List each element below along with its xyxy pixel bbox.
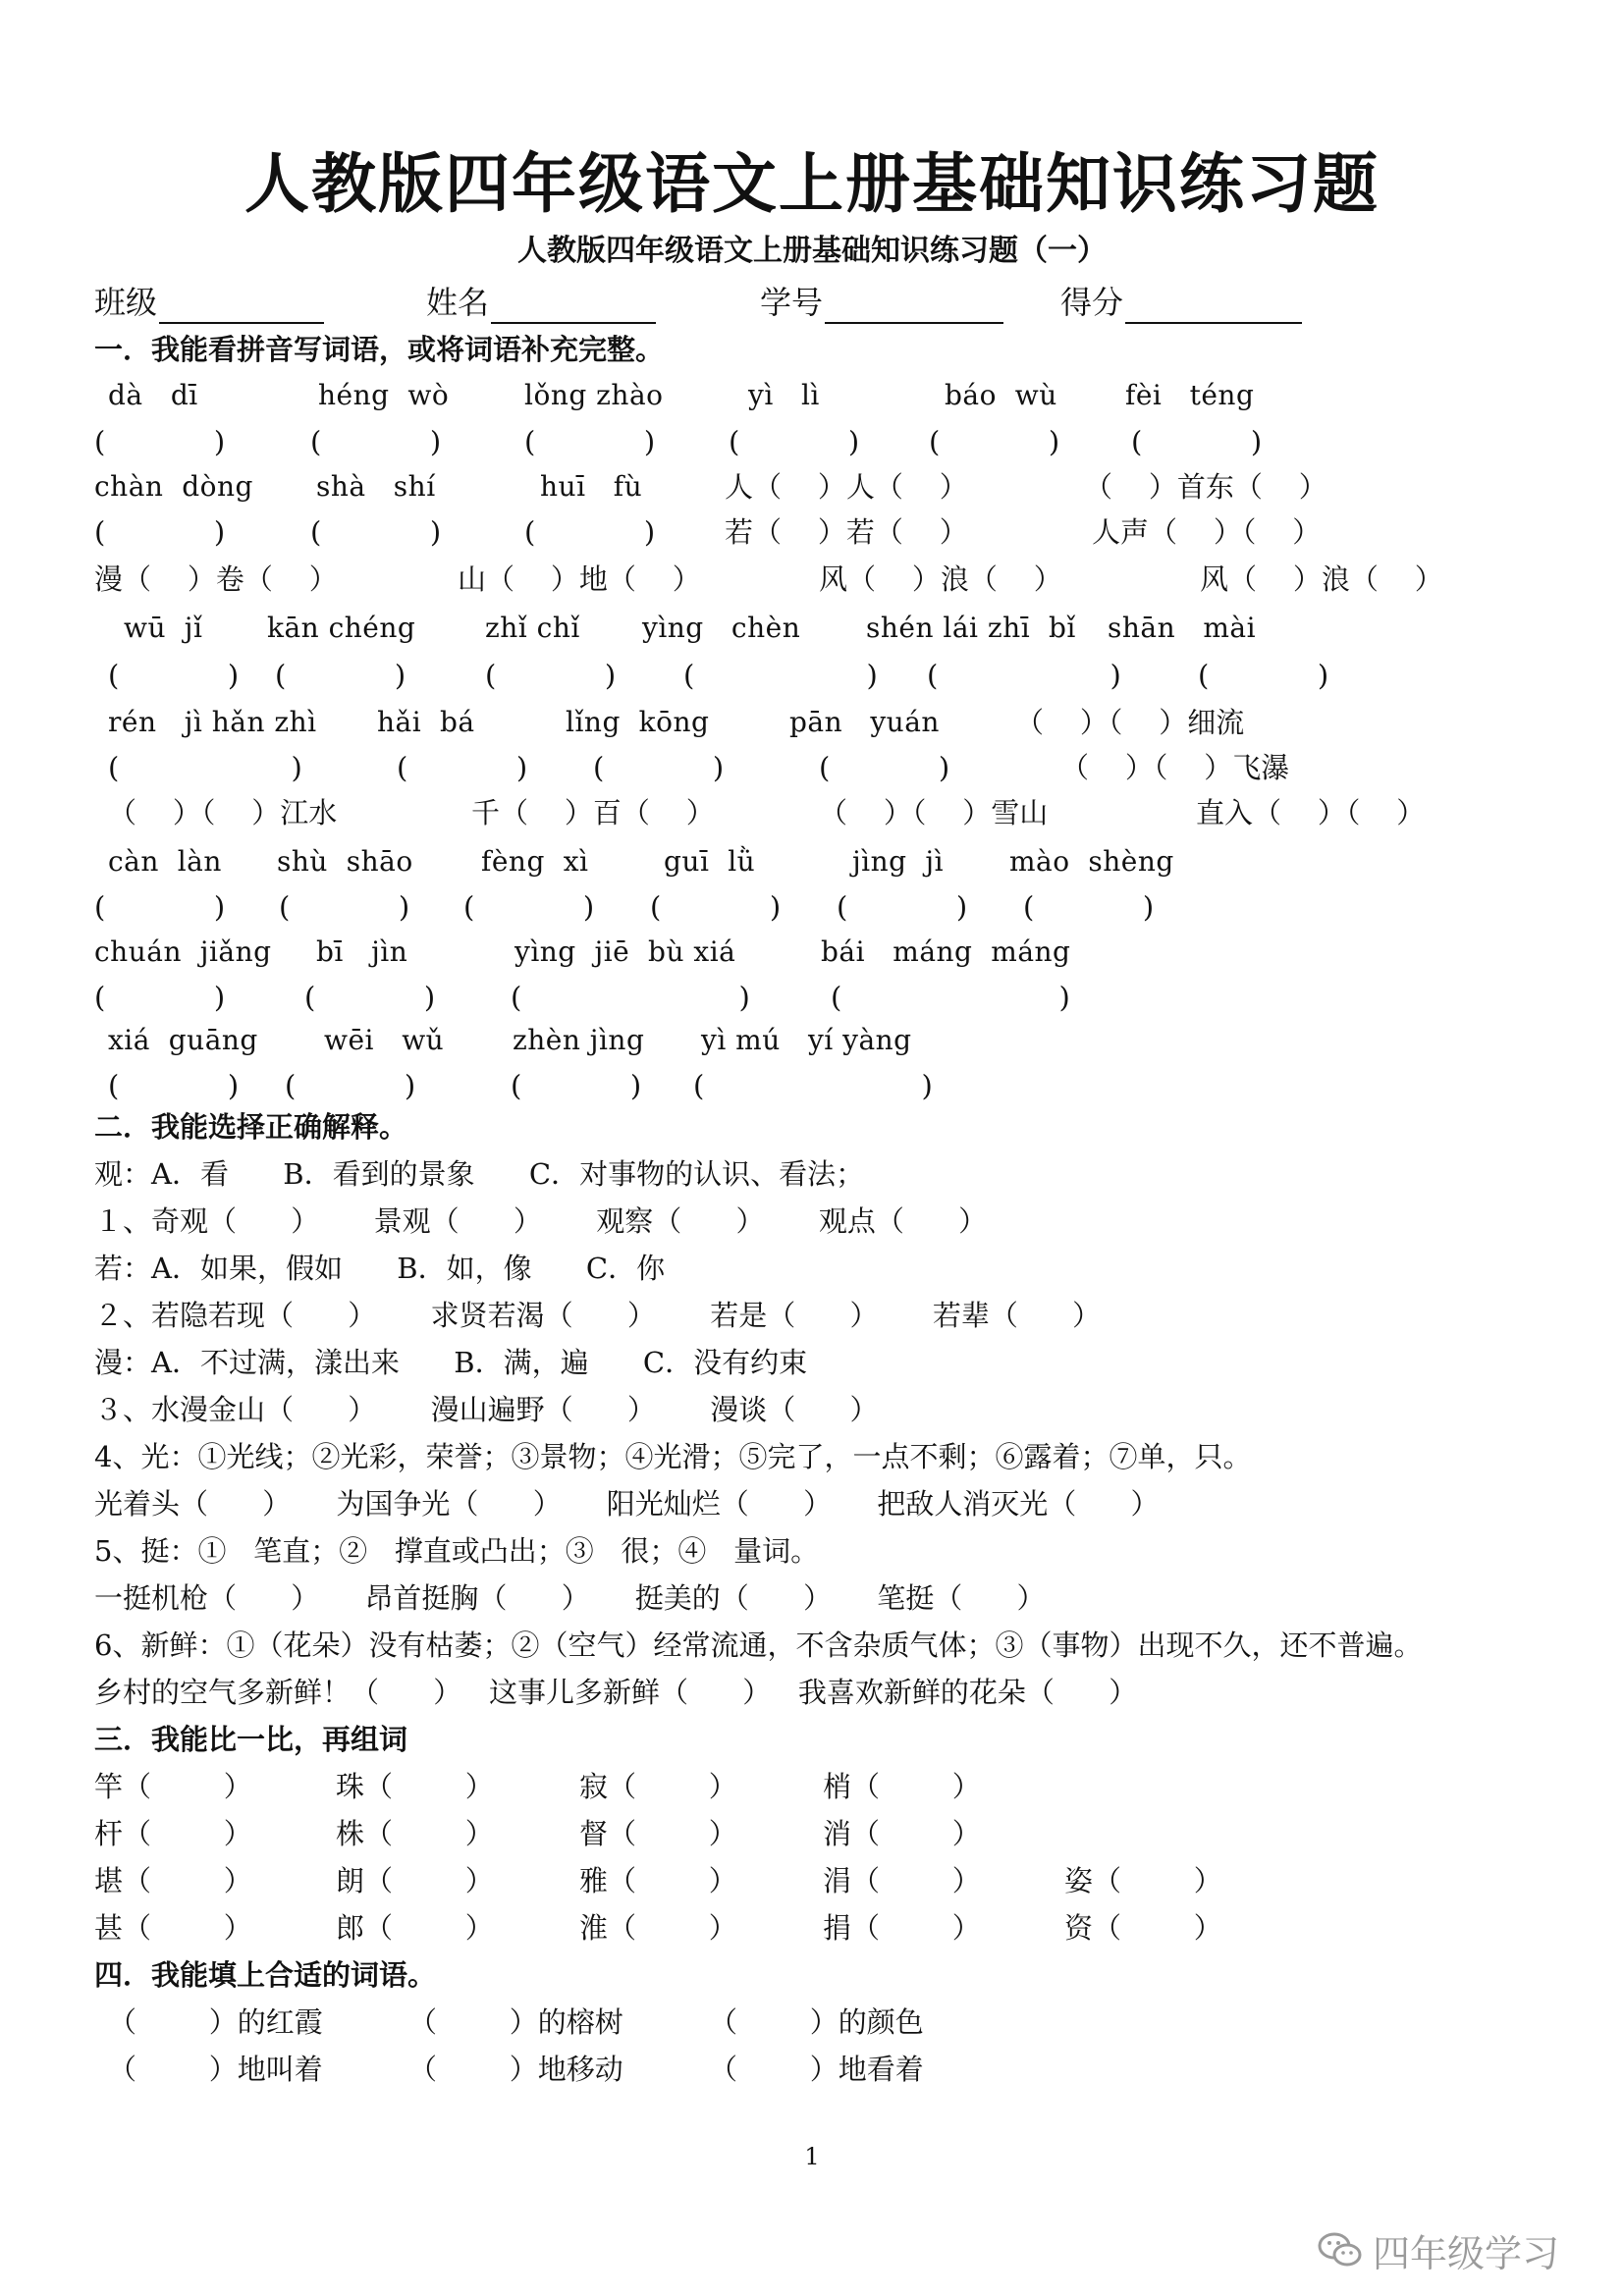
answer-blank[interactable]: ( ) [94,890,226,924]
info-label: 姓名 [426,284,490,321]
answer-blank[interactable]: ( ) [927,659,1121,692]
pinyin-text: xiá guāng [108,1024,258,1056]
answer-blank[interactable]: ( ) [650,890,782,924]
pinyin-text: hǎi bá [377,706,475,738]
word-fill[interactable]: 督（ ） [579,1817,737,1850]
word-fill[interactable]: 资（ ） [1064,1911,1222,1945]
answer-blank[interactable]: ( ) [1023,890,1155,924]
pinyin-text: shén lái zhī bǐ [866,612,1076,644]
pinyin-text: yì lì [748,379,820,411]
pinyin-text: fèng xì [481,845,589,878]
answer-blank[interactable]: ( ) [397,751,528,784]
definition-line: 漫：A．不过满，漾出来 B．满，遍 C．没有约束 [94,1346,808,1379]
watermark-text: 四年级学习 [1373,2231,1560,2275]
name-blank[interactable] [491,293,656,324]
idiom-fill[interactable]: （ ）（ ）飞瀑 [1060,751,1290,784]
idiom-fill[interactable]: （ ）首东（ ） [1084,470,1327,504]
idiom-fill[interactable]: （ ）（ ）雪山 [819,796,1049,829]
answer-row [0,978,1624,1017]
phrase-fill[interactable]: （ ）地移动 [408,2053,623,2086]
idiom-fill[interactable]: 人声（ ）（ ） [1092,515,1322,549]
answer-blank[interactable]: ( ) [683,659,878,692]
info-student-number [760,281,1003,324]
answer-blank[interactable]: ( ) [511,1069,642,1102]
answer-blank[interactable]: ( ) [524,515,656,549]
answer-blank[interactable]: ( ) [108,751,302,784]
answer-row [0,656,1624,695]
idiom-fill[interactable]: （ ）（ ）江水 [108,796,338,829]
answer-blank[interactable]: ( ) [831,981,1070,1014]
idiom-fill[interactable]: 直入（ ）（ ） [1196,796,1426,829]
pinyin-text: jìng jì [852,845,945,878]
answer-blank[interactable]: ( ) [108,659,240,692]
pinyin-text: dà dī [108,379,198,411]
answer-row [0,887,1624,927]
pinyin-text: kān chéng [267,612,416,644]
idiom-fill[interactable]: 风（ ）浪（ ） [819,562,1062,596]
info-label: 得分 [1060,284,1124,321]
info-name [426,281,656,324]
phrase-fill-row [0,2002,1624,2042]
pinyin-text: wēi wǔ [324,1024,445,1056]
answer-blank[interactable]: ( ) [929,425,1060,458]
answer-blank[interactable]: ( ) [279,890,410,924]
pinyin-text: zhǐ chǐ [485,612,580,644]
pinyin-text: huī fù [540,470,643,503]
word-fill[interactable]: 甚（ ） [94,1911,252,1945]
pinyin-text: chàn dòng [94,470,253,503]
info-label: 学号 [760,284,824,321]
question-line[interactable]: ２、若隐若现（ ） 求贤若渴（ ） 若是（ ） 若辈（ ） [94,1299,1102,1332]
class-blank[interactable] [159,293,324,324]
word-compare-row [0,1908,1624,1948]
idiom-fill[interactable]: （ ）（ ）细流 [1015,706,1245,739]
phrase-fill-row [0,2050,1624,2089]
answer-blank[interactable]: ( ) [108,1069,240,1102]
pinyin-row [0,467,1624,507]
pinyin-row [0,376,1624,415]
pinyin-text: fèi téng [1125,379,1255,411]
word-compare-row [0,1767,1624,1806]
definition-line: 6、新鲜：①（花朵）没有枯萎；②（空气）经常流通，不含杂质气体；③（事物）出现不久，还不普遍。 [94,1629,1423,1662]
answer-blank[interactable]: ( ) [511,981,750,1014]
word-fill[interactable]: 姿（ ） [1064,1864,1222,1897]
info-label: 班级 [94,284,158,321]
pinyin-text: shà shí [316,470,436,503]
answer-blank[interactable]: ( ) [310,515,442,549]
idiom-fill[interactable]: 若（ ）若（ ） [725,515,968,549]
phrase-fill[interactable]: （ ）地叫着 [108,2053,323,2086]
info-score [1060,281,1302,324]
word-fill[interactable]: 淮（ ） [579,1911,737,1945]
answer-blank[interactable]: ( ) [729,425,860,458]
idiom-fill[interactable]: 漫（ ）卷（ ） [94,562,338,596]
pinyin-text: càn làn [108,845,222,878]
word-fill[interactable]: 消（ ） [823,1817,981,1850]
question-line[interactable]: 乡村的空气多新鲜！（ ） 这事儿多新鲜（ ） 我喜欢新鲜的花朵（ ） [94,1676,1138,1709]
definition-line: 观：A．看 B．看到的景象 C．对事物的认识、看法； [94,1157,865,1191]
word-fill[interactable]: 涓（ ） [823,1864,981,1897]
answer-blank[interactable]: ( ) [94,981,226,1014]
idiom-fill[interactable]: 山（ ）地（ ） [458,562,701,596]
idiom-row [0,560,1624,599]
pinyin-text: pān yuán [789,706,940,738]
answer-row [0,512,1624,552]
pinyin-row [0,703,1624,742]
word-fill[interactable]: 郎（ ） [336,1911,494,1945]
pinyin-text: rén jì hǎn zhì [108,706,317,738]
pinyin-text: lǒng zhào [524,379,664,411]
pinyin-text: shān mài [1108,612,1257,644]
phrase-fill[interactable]: （ ）的颜色 [709,2005,924,2039]
pinyin-row [0,609,1624,648]
word-compare-row [0,1814,1624,1853]
question-line[interactable]: ３、水漫金山（ ） 漫山遍野（ ） 漫谈（ ） [94,1393,879,1426]
pinyin-row [0,1021,1624,1060]
pinyin-text: wū jǐ [124,612,203,644]
phrase-fill[interactable]: （ ）的红霞 [108,2005,323,2039]
word-fill[interactable]: 捐（ ） [823,1911,981,1945]
idiom-fill[interactable]: 风（ ）浪（ ） [1200,562,1443,596]
answer-blank[interactable]: ( ) [485,659,617,692]
watermark [1318,2226,1559,2273]
word-fill[interactable]: 堪（ ） [94,1864,252,1897]
answer-blank[interactable]: ( ) [304,981,436,1014]
student-number-blank[interactable] [825,293,1003,324]
question-line[interactable]: １、奇观（ ） 景观（ ） 观察（ ） 观点（ ） [94,1204,988,1238]
page-title: 人教版四年级语文上册基础知识练习题 [244,146,1380,222]
answer-blank[interactable]: ( ) [593,751,725,784]
page-number: 1 [804,2143,820,2170]
phrase-fill[interactable]: （ ）的榕树 [408,2005,623,2039]
word-fill[interactable]: 珠（ ） [336,1770,494,1803]
word-compare-row [0,1861,1624,1900]
answer-blank[interactable]: ( ) [1131,425,1263,458]
pinyin-text: guī lǜ [664,845,756,878]
pinyin-text: yìng chèn [642,612,801,644]
answer-blank[interactable]: ( ) [1198,659,1329,692]
section-heading: 一．我能看拼音写词语，或将词语补充完整。 [94,333,665,366]
idiom-fill[interactable]: 人（ ）人（ ） [725,470,968,504]
pinyin-text: bái máng máng [821,935,1071,968]
answer-blank[interactable]: ( ) [94,425,226,458]
answer-row [0,748,1624,787]
score-blank[interactable] [1125,293,1302,324]
question-line[interactable]: 光着头（ ） 为国争光（ ） 阳光灿烂（ ） 把敌人消灭光（ ） [94,1487,1160,1521]
answer-blank[interactable]: ( ) [310,425,442,458]
answer-blank[interactable]: ( ) [275,659,406,692]
definition-line: 5、挺：① 笔直；② 撑直或凸出；③ 很；④ 量词。 [94,1534,820,1568]
pinyin-text: chuán jiǎng [94,935,272,968]
pinyin-text: bī jìn [316,935,408,968]
pinyin-text: mào shèng [1009,845,1174,878]
pinyin-text: shù shāo [277,845,413,878]
answer-blank[interactable]: ( ) [837,890,968,924]
section-heading: 三．我能比一比，再组词 [94,1723,408,1756]
answer-blank[interactable]: ( ) [693,1069,933,1102]
idiom-row [0,793,1624,832]
answer-blank[interactable]: ( ) [524,425,656,458]
answer-row [0,422,1624,461]
pinyin-row [0,933,1624,972]
idiom-fill[interactable]: 千（ ）百（ ） [471,796,715,829]
answer-blank[interactable]: ( ) [463,890,595,924]
pinyin-text: báo wù [945,379,1057,411]
definition-line: 4、光：①光线；②光彩，荣誉；③景物；④光滑；⑤完了，一点不剩；⑥露着；⑦单，只。 [94,1440,1252,1473]
answer-blank[interactable]: ( ) [285,1069,416,1102]
section-heading: 二．我能选择正确解释。 [94,1110,408,1144]
word-fill[interactable]: 朗（ ） [336,1864,494,1897]
answer-blank[interactable]: ( ) [819,751,950,784]
definition-line: 若：A．如果，假如 B．如，像 C．你 [94,1252,666,1285]
info-class [94,281,324,324]
word-fill[interactable]: 雅（ ） [579,1864,737,1897]
section-heading: 四．我能填上合适的词语。 [94,1958,437,1992]
word-fill[interactable]: 梢（ ） [823,1770,981,1803]
pinyin-text: lǐng kōng [566,706,710,738]
word-fill[interactable]: 寂（ ） [579,1770,737,1803]
answer-row [0,1066,1624,1105]
pinyin-text: zhèn jìng [513,1024,645,1056]
word-fill[interactable]: 竿（ ） [94,1770,252,1803]
word-fill[interactable]: 杆（ ） [94,1817,252,1850]
word-fill[interactable]: 株（ ） [336,1817,494,1850]
wechat-icon [1318,2230,1363,2269]
pinyin-text: héng wò [318,379,450,411]
phrase-fill[interactable]: （ ）地看着 [709,2053,924,2086]
question-line[interactable]: 一挺机枪（ ） 昂首挺胸（ ） 挺美的（ ） 笔挺（ ） [94,1581,1046,1615]
pinyin-text: yì mú yí yàng [701,1024,912,1056]
answer-blank[interactable]: ( ) [94,515,226,549]
pinyin-text: yìng jiē bù xiá [514,935,736,968]
pinyin-row [0,842,1624,881]
page-subtitle: 人教版四年级语文上册基础知识练习题（一） [517,234,1107,268]
